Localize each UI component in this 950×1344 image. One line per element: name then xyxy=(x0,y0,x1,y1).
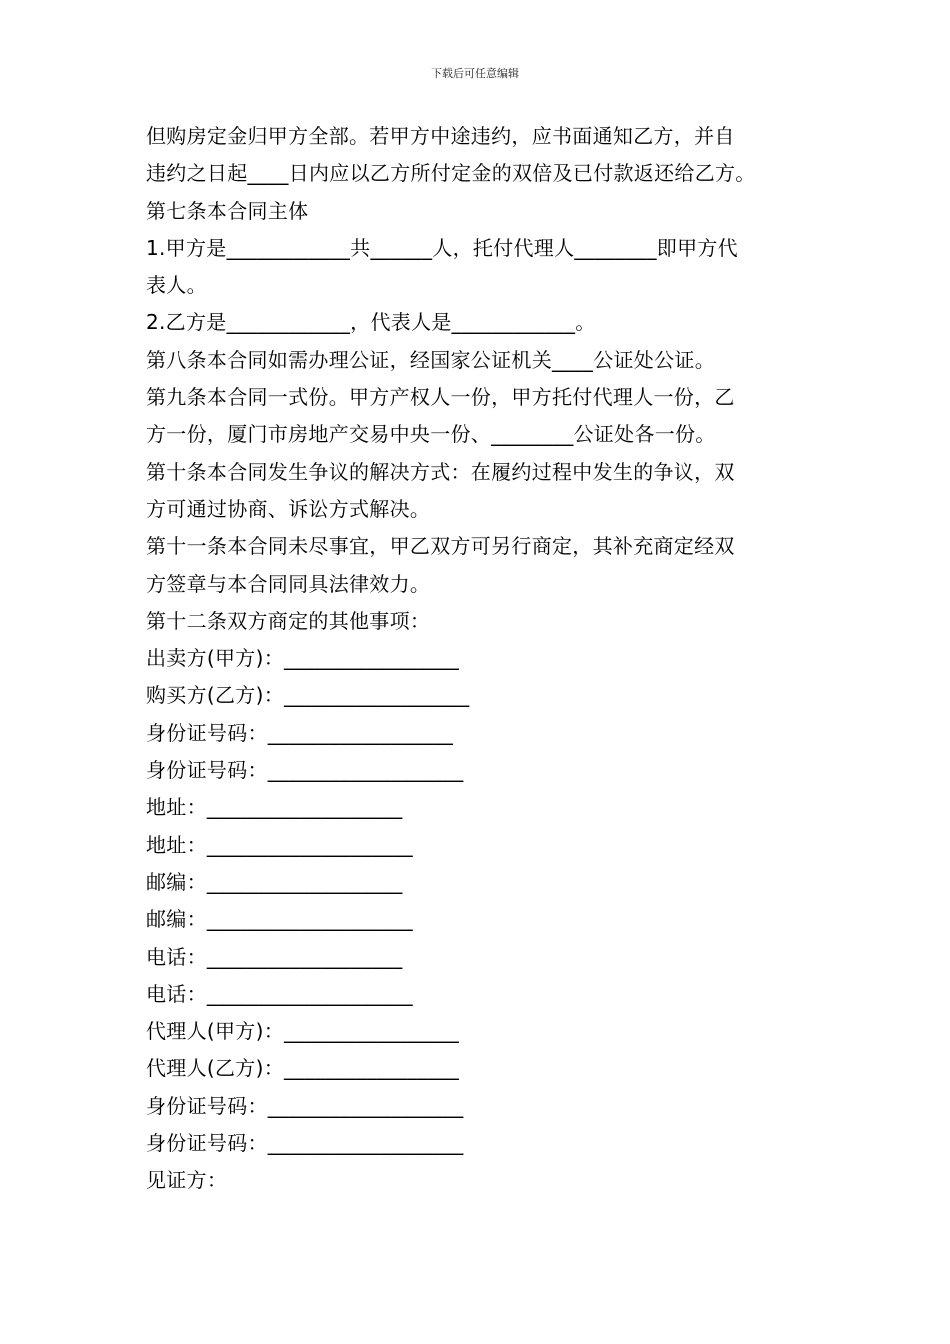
body-line: 表人。 xyxy=(146,273,207,298)
seller-agent-field: 代理人(甲方)：_________________ xyxy=(146,1019,460,1044)
article-11: 第十一条本合同未尽事宜，甲乙双方可另行商定，其补充商定经双 xyxy=(146,534,735,559)
signature-block xyxy=(146,640,810,1199)
article-8: 第八条本合同如需办理公证，经国家公证机关____公证处公证。 xyxy=(146,347,715,372)
buyer-address-field: 地址：____________________ xyxy=(146,832,413,857)
body-line: 但购房定金归甲方全部。若甲方中途违约，应书面通知乙方，并自 xyxy=(146,124,735,148)
body-line: 违约之日起____日内应以乙方所付定金的双倍及已付款返还给乙方。 xyxy=(146,161,756,186)
article-7-heading: 第七条本合同主体 xyxy=(146,198,309,223)
article-9: 第九条本合同一式份。甲方产权人一份，甲方托付代理人一份，乙 xyxy=(146,385,735,410)
buyer-field: 购买方(乙方)：__________________ xyxy=(146,683,470,708)
body-line: 方签章与本合同同具法律效力。 xyxy=(146,571,431,596)
buyer-agent-id-field: 身份证号码：___________________ xyxy=(146,1131,464,1156)
buyer-id-field: 身份证号码：___________________ xyxy=(146,758,464,783)
body-line: 1.甲方是____________共______人，托付代理人________即甲方代 xyxy=(146,235,738,260)
body-line: 方可通过协商、诉讼方式解决。 xyxy=(146,496,431,521)
buyer-phone-field: 电话：____________________ xyxy=(146,981,413,1006)
buyer-agent-field: 代理人(乙方)：_________________ xyxy=(146,1056,460,1081)
witness-field: 见证方： xyxy=(146,1168,228,1193)
seller-address-field: 地址：___________________ xyxy=(146,795,403,820)
seller-field: 出卖方(甲方)：_________________ xyxy=(146,646,460,671)
buyer-postcode-field: 邮编：____________________ xyxy=(146,907,413,932)
article-10: 第十条本合同发生争议的解决方式：在履约过程中发生的争议，双 xyxy=(146,459,735,484)
seller-id-field: 身份证号码：__________________ xyxy=(146,720,454,745)
article-12-heading: 第十二条双方商定的其他事项： xyxy=(146,608,431,633)
seller-agent-id-field: 身份证号码：___________________ xyxy=(146,1093,464,1118)
seller-phone-field: 电话：___________________ xyxy=(146,944,403,969)
body-line: 方一份，厦门市房地产交易中央一份、________公证处各一份。 xyxy=(146,422,716,447)
page-header-note: 下载后可任意编辑 xyxy=(431,67,519,80)
document-body xyxy=(146,118,810,1200)
seller-postcode-field: 邮编：___________________ xyxy=(146,869,403,894)
body-line: 2.乙方是____________，代表人是____________。 xyxy=(146,310,596,335)
